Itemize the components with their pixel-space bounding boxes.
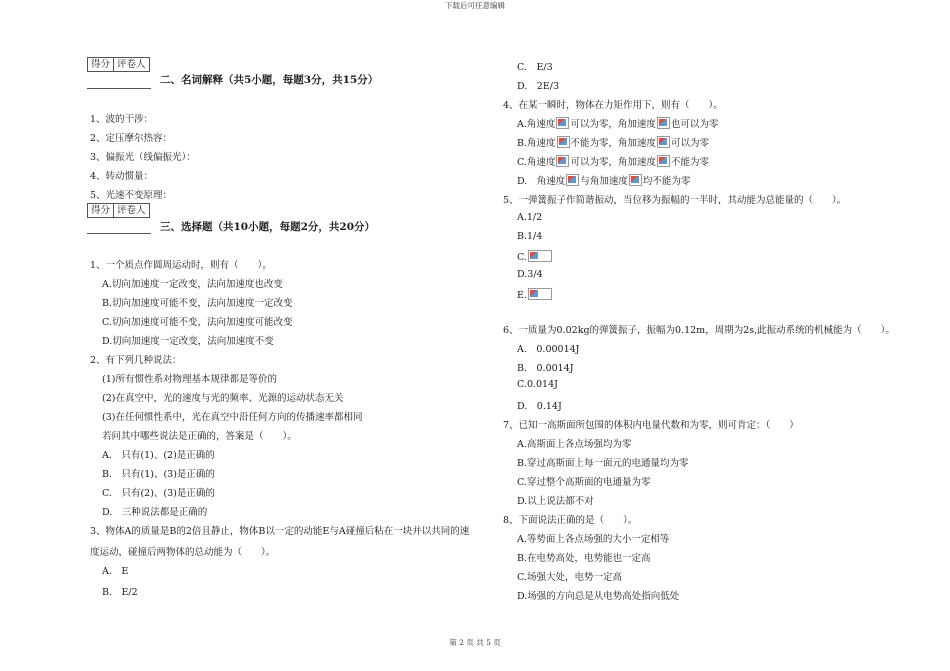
fraction-image-icon [528, 288, 552, 300]
option: C.场强大处，电势一定高 [517, 572, 622, 583]
term-item: 1、波的干涉： [90, 114, 154, 125]
option: C. E/3 [517, 62, 553, 73]
option-text: C. [517, 252, 527, 263]
option-text: 可以为零，角加速度 [570, 157, 656, 168]
question-stem: 4、在某一瞬时，物体在力矩作用下，则有（ ）。 [503, 100, 723, 111]
option: D. 2E/3 [517, 81, 560, 92]
page-header-note: 下载后可任意编辑 [445, 1, 505, 10]
option: D.3/4 [517, 269, 543, 280]
question-ask: 若问其中哪些说法是正确的，答案是（ ）。 [102, 431, 297, 442]
option: A.切向加速度一定改变，法向加速度也改变 [102, 279, 283, 290]
question-stem: 8、下面说法正确的是（ ）。 [503, 515, 638, 526]
option-text: 也可以为零 [670, 119, 719, 130]
option-text: 可以为零 [671, 138, 710, 149]
option: C.穿过整个高斯面的电通量为零 [517, 477, 651, 488]
section-title: 二、名词解释（共5小题，每题3分，共15分） [160, 74, 379, 86]
option: A. 0.00014J [517, 344, 580, 355]
term-item: 4、转动惯量： [90, 171, 154, 182]
statement: (3)在任何惯性系中，光在真空中沿任何方向的传播速率都相同 [102, 412, 363, 423]
option: A.高斯面上各点场强均为零 [517, 439, 632, 450]
option-text: D. 角速度 [517, 176, 566, 187]
option-text: 与角加速度 [580, 176, 628, 187]
option: C.0.014J [517, 379, 558, 390]
option: B.切向加速度可能不变，法向加速度一定改变 [102, 298, 293, 309]
page-footer: 第 2 页 共 5 页 [449, 638, 501, 647]
option: A.等势面上各点场强的大小一定相等 [517, 534, 670, 545]
option: C.切向加速度可能不变，法向加速度可能改变 [102, 317, 293, 328]
omega-image-icon [556, 155, 569, 167]
option: B. 0.0014J [517, 363, 574, 374]
option-text: B.角速度 [517, 138, 556, 149]
alpha-image-icon [657, 155, 670, 167]
score-box [87, 203, 150, 218]
alpha-image-icon [657, 136, 670, 148]
option: B. 只有(1)、(3)是正确的 [102, 469, 215, 480]
grader-label: 评卷人 [117, 205, 146, 216]
option: A.1/2 [517, 212, 543, 223]
option-text: 不能为零 [670, 157, 709, 168]
question-stem: 3、物体A的质量是B的2倍且静止，物体B以一定的动能E与A碰撞后粘在一块并以共同的速 [90, 526, 470, 537]
statement: (1)所有惯性系对物理基本规律都是等价的 [102, 374, 277, 385]
question-stem: 7、已知一高斯面所包围的体积内电量代数和为零，则可肯定：（ ） [503, 420, 799, 431]
option [517, 288, 553, 301]
option: D. 三种说法都是正确的 [102, 507, 208, 518]
question-stem: 1、一个质点作圆周运动时，则有（ ）。 [90, 260, 272, 271]
statement: (2)在真空中，光的速度与光的频率、光源的运动状态无关 [102, 393, 344, 404]
omega-image-icon [566, 174, 579, 186]
option: D.以上说法都不对 [517, 496, 594, 507]
section-title: 三、选择题（共10小题，每题2分，共20分） [160, 221, 376, 233]
option-text: E. [517, 290, 527, 301]
fraction-image-icon [528, 250, 552, 262]
question-stem: 6、一质量为0.02kg的弹簧振子，振幅为0.12m，周期为2s,此振动系统的机械能为（ ）。 [503, 325, 895, 336]
option [517, 173, 690, 187]
option: D.切向加速度一定改变，法向加速度不变 [102, 336, 274, 347]
score-box-line [87, 88, 151, 89]
omega-image-icon [557, 136, 570, 148]
option [517, 135, 709, 149]
option-text: 可以为零，角加速度 [570, 119, 656, 130]
option [517, 250, 553, 263]
option: A. 只有(1)、(2)是正确的 [102, 450, 215, 461]
question-stem: 2、有下列几种说法： [90, 355, 182, 366]
term-item: 5、光速不变原理： [90, 190, 173, 201]
option: B.穿过高斯面上每一面元的电通量均为零 [517, 458, 689, 469]
question-stem: 5、一弹簧振子作简谐振动，当位移为振幅的一半时，其动能为总能量的（ ）。 [503, 195, 847, 206]
option [517, 116, 718, 130]
question-stem-cont: 度运动，碰撞后两物体的总动能为（ ）。 [90, 547, 276, 558]
option: B.1/4 [517, 231, 543, 242]
term-item: 2、定压摩尔热容： [90, 133, 173, 144]
alpha-image-icon [629, 174, 642, 186]
alpha-image-icon [657, 117, 670, 129]
grader-label: 评卷人 [117, 59, 146, 70]
score-label: 得分 [88, 58, 114, 71]
term-item: 3、偏振光（线偏振光）： [90, 152, 196, 163]
option: C. 只有(2)、(3)是正确的 [102, 488, 215, 499]
option-text: C.角速度 [517, 157, 556, 168]
option [517, 154, 709, 168]
option: D. 0.14J [517, 401, 562, 412]
option: D.场强的方向总是从电势高处指向低处 [517, 591, 680, 602]
score-box [87, 57, 150, 72]
score-label: 得分 [88, 204, 114, 217]
option: B.在电势高处，电势能也一定高 [517, 553, 651, 564]
option: B. E/2 [102, 587, 138, 598]
option-text: A.角速度 [517, 119, 556, 130]
score-box-line [87, 233, 151, 234]
omega-image-icon [556, 117, 569, 129]
option-text: 不能为零，角加速度 [570, 138, 657, 149]
option-text: 均不能为零 [642, 176, 691, 187]
option: A. E [102, 566, 129, 577]
